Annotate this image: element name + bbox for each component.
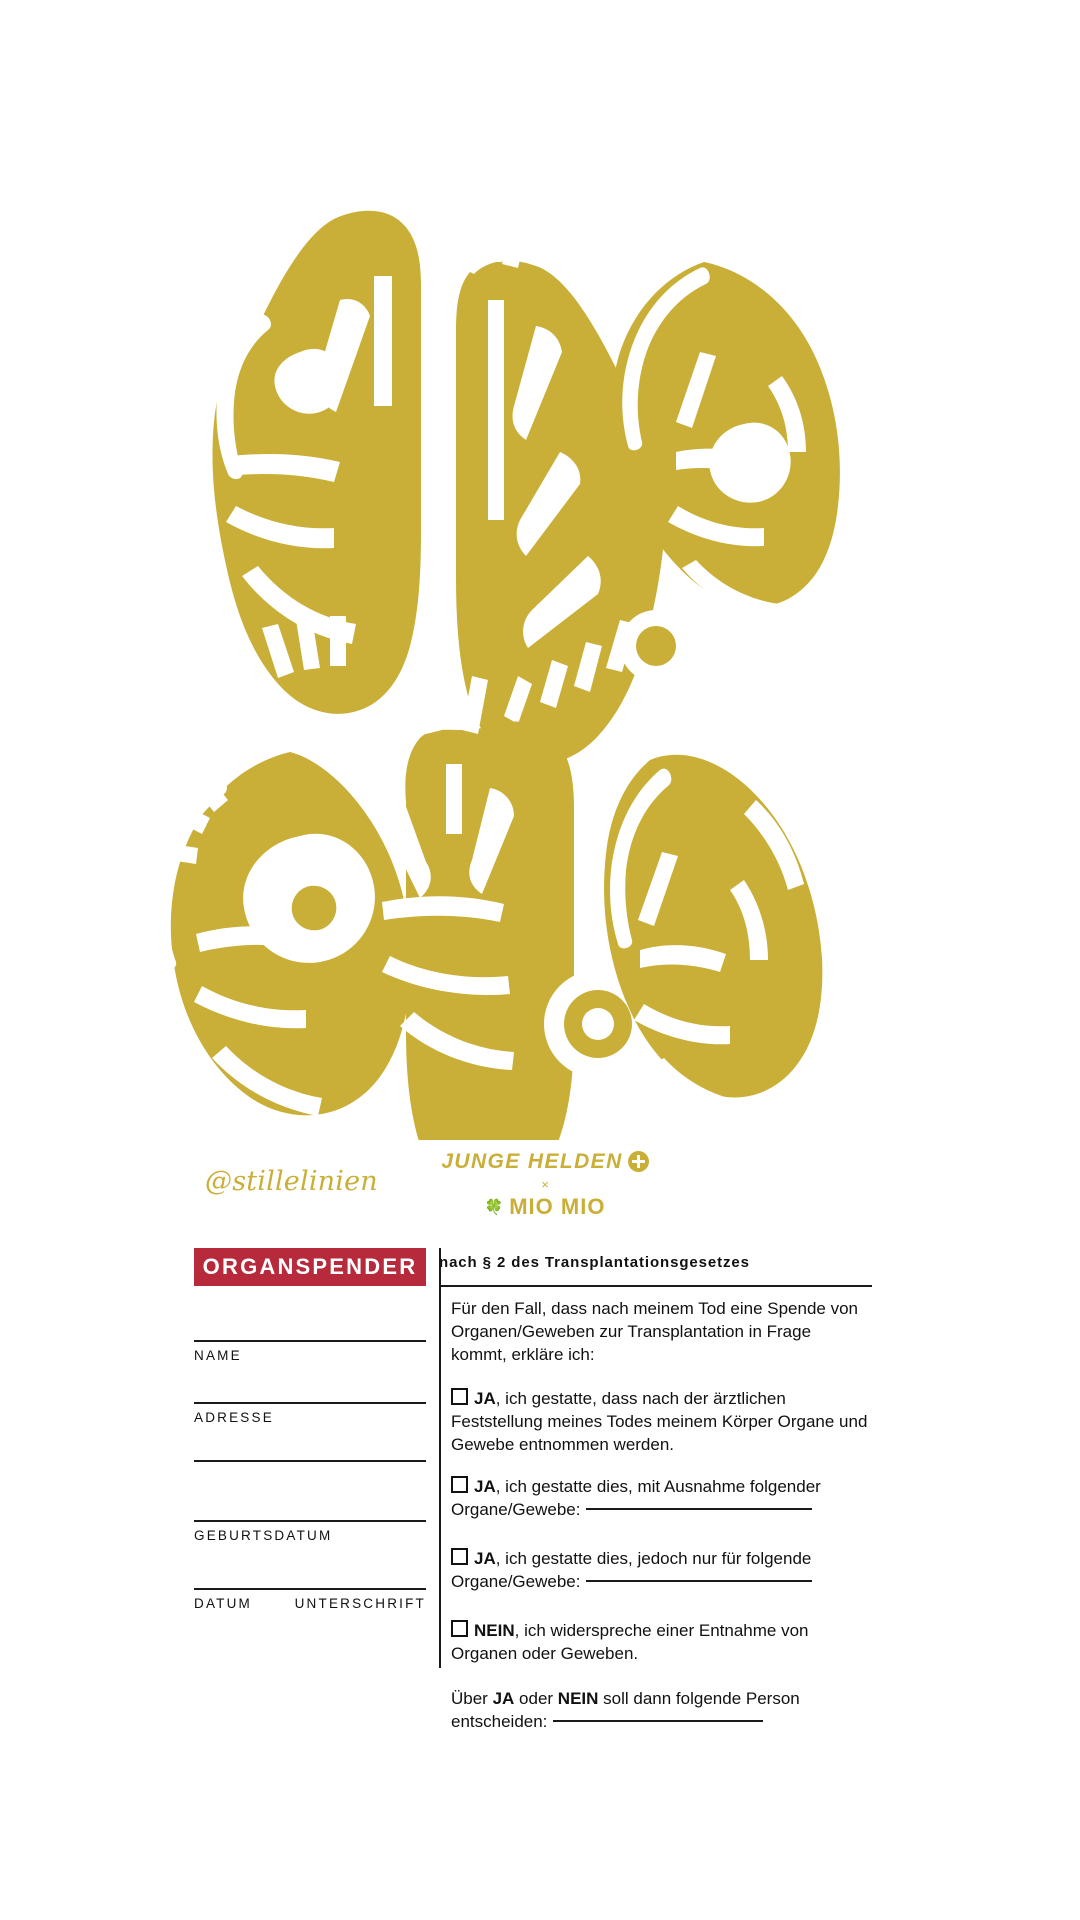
organ-donor-card [194,1248,872,1731]
brand-secondary-label: MIO MIO [509,1194,606,1219]
field-address-line[interactable] [194,1402,426,1404]
decision-prefix: Über [451,1689,493,1708]
field-address-line-2[interactable] [194,1460,426,1462]
field-name-line[interactable] [194,1340,426,1342]
option-4-text: , ich widerspreche einer Entnahme von Organen oder Geweben. [451,1621,809,1663]
field-name[interactable] [194,1340,426,1363]
field-birthdate-label: GEBURTSDATUM [194,1528,333,1543]
decision-person-row[interactable] [451,1688,871,1734]
option-ja-full[interactable] [451,1388,871,1457]
option-2-write-line[interactable] [586,1508,812,1510]
field-address-label: ADRESSE [194,1410,274,1425]
checkbox-nein-icon[interactable] [451,1620,468,1637]
checkbox-ja-except-icon[interactable] [451,1476,468,1493]
option-ja-except[interactable] [451,1476,871,1522]
field-name-label: NAME [194,1348,242,1363]
decision-suffix: soll dann folgende Person entscheiden: [451,1689,800,1731]
field-birthdate-line[interactable] [194,1520,426,1522]
checkbox-ja-full-icon[interactable] [451,1388,468,1405]
field-address[interactable] [194,1402,426,1425]
field-date-label: DATUM [194,1596,252,1611]
option-1-text: , ich gestatte, dass nach der ärztlichen Feststellung meines Todes meinem Körper Organe und Gewebe entnommen werden. [451,1389,868,1454]
brand-separator: × [541,1177,549,1192]
option-3-strong: JA [474,1549,496,1568]
declaration-intro: Für den Fall, dass nach meinem Tod eine Spende von Organen/Geweben zur Transplantation in Frage kommt, erkläre ich: [451,1299,858,1364]
decision-nein: NEIN [557,1689,599,1708]
field-birthdate[interactable] [194,1520,426,1543]
field-address-second-line[interactable] [194,1460,426,1468]
field-date-signature-line[interactable] [194,1588,426,1590]
option-ja-only[interactable] [451,1548,871,1594]
brand-primary-label: JUNGE HELDEN [441,1150,623,1173]
leaf-icon: 🍀 [484,1199,505,1216]
field-signature-label: UNTERSCHRIFT [294,1596,426,1611]
option-3-text: , ich gestatte dies, jedoch nur für folgende Organe/Gewebe: [451,1549,812,1591]
law-reference: nach § 2 des Transplantationsgesetzes [439,1254,750,1271]
credits-row [0,1150,1080,1230]
field-date-signature[interactable] [194,1588,426,1611]
decision-mid: oder [514,1689,558,1708]
checkbox-ja-only-icon[interactable] [451,1548,468,1565]
artist-handle: @stillelinien [205,1166,378,1197]
decision-write-line[interactable] [553,1720,763,1722]
option-2-text: , ich gestatte dies, mit Ausnahme folgender Organe/Gewebe: [451,1477,821,1519]
option-nein[interactable] [451,1620,871,1666]
option-3-write-line[interactable] [586,1580,812,1582]
option-1-strong: JA [474,1389,496,1408]
status-badge: ORGANSPENDER [194,1248,426,1286]
option-2-strong: JA [474,1477,496,1496]
brand-lockup [425,1150,665,1220]
decision-ja: JA [492,1689,515,1708]
option-4-strong: NEIN [474,1621,515,1640]
medical-cross-icon [628,1151,649,1172]
